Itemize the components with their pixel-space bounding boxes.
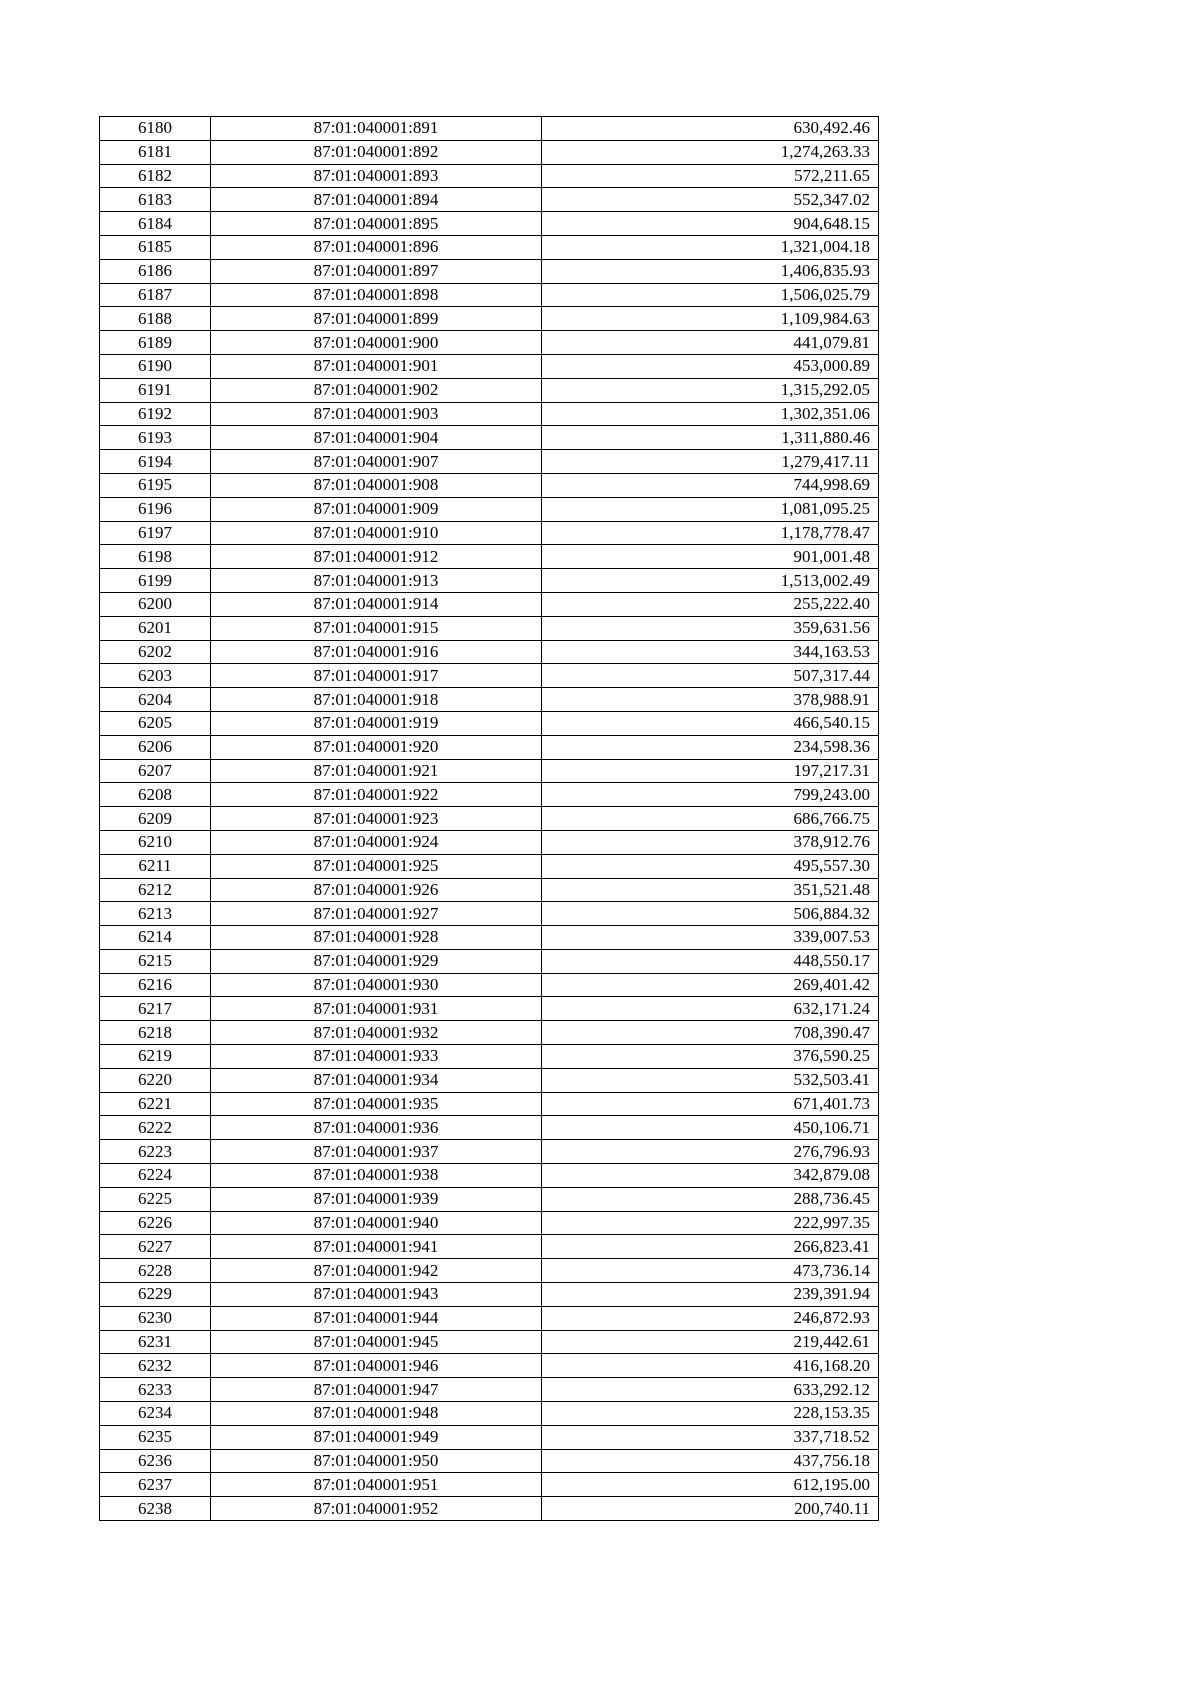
row-number-cell: 6206 xyxy=(100,735,211,759)
row-number-cell: 6237 xyxy=(100,1473,211,1497)
table-row xyxy=(100,592,879,616)
row-number-cell: 6193 xyxy=(100,426,211,450)
value-cell: 219,442.61 xyxy=(542,1330,879,1354)
value-cell: 632,171.24 xyxy=(542,997,879,1021)
cadastral-number-cell: 87:01:040001:921 xyxy=(211,759,542,783)
value-cell: 269,401.42 xyxy=(542,973,879,997)
row-number-cell: 6196 xyxy=(100,497,211,521)
row-number-cell: 6189 xyxy=(100,331,211,355)
table-row xyxy=(100,212,879,236)
value-cell: 1,315,292.05 xyxy=(542,378,879,402)
table-row xyxy=(100,1187,879,1211)
value-cell: 495,557.30 xyxy=(542,854,879,878)
table-row xyxy=(100,188,879,212)
row-number-cell: 6181 xyxy=(100,140,211,164)
value-cell: 441,079.81 xyxy=(542,331,879,355)
cadastral-number-cell: 87:01:040001:894 xyxy=(211,188,542,212)
table-row xyxy=(100,1235,879,1259)
row-number-cell: 6215 xyxy=(100,949,211,973)
table-row xyxy=(100,997,879,1021)
cadastral-number-cell: 87:01:040001:949 xyxy=(211,1425,542,1449)
cadastral-number-cell: 87:01:040001:914 xyxy=(211,592,542,616)
value-cell: 671,401.73 xyxy=(542,1092,879,1116)
value-cell: 450,106.71 xyxy=(542,1116,879,1140)
row-number-cell: 6226 xyxy=(100,1211,211,1235)
cadastral-number-cell: 87:01:040001:943 xyxy=(211,1283,542,1307)
table-row xyxy=(100,1283,879,1307)
table-row xyxy=(100,807,879,831)
row-number-cell: 6212 xyxy=(100,878,211,902)
table-row xyxy=(100,1164,879,1188)
row-number-cell: 6200 xyxy=(100,592,211,616)
row-number-cell: 6234 xyxy=(100,1402,211,1426)
table-row xyxy=(100,759,879,783)
value-cell: 239,391.94 xyxy=(542,1283,879,1307)
row-number-cell: 6208 xyxy=(100,783,211,807)
table-row xyxy=(100,1473,879,1497)
table-row xyxy=(100,307,879,331)
value-cell: 630,492.46 xyxy=(542,117,879,141)
row-number-cell: 6184 xyxy=(100,212,211,236)
cadastral-number-cell: 87:01:040001:902 xyxy=(211,378,542,402)
cadastral-number-cell: 87:01:040001:939 xyxy=(211,1187,542,1211)
cadastral-number-cell: 87:01:040001:947 xyxy=(211,1378,542,1402)
row-number-cell: 6209 xyxy=(100,807,211,831)
value-cell: 453,000.89 xyxy=(542,354,879,378)
row-number-cell: 6207 xyxy=(100,759,211,783)
cadastral-number-cell: 87:01:040001:946 xyxy=(211,1354,542,1378)
table-row xyxy=(100,117,879,141)
cadastral-number-cell: 87:01:040001:913 xyxy=(211,569,542,593)
cadastral-number-cell: 87:01:040001:951 xyxy=(211,1473,542,1497)
value-cell: 266,823.41 xyxy=(542,1235,879,1259)
cadastral-number-cell: 87:01:040001:938 xyxy=(211,1164,542,1188)
value-cell: 708,390.47 xyxy=(542,1021,879,1045)
cadastral-number-cell: 87:01:040001:926 xyxy=(211,878,542,902)
table-row xyxy=(100,402,879,426)
cadastral-number-cell: 87:01:040001:898 xyxy=(211,283,542,307)
value-cell: 1,321,004.18 xyxy=(542,235,879,259)
table-row xyxy=(100,1116,879,1140)
value-cell: 378,912.76 xyxy=(542,830,879,854)
cadastral-number-cell: 87:01:040001:895 xyxy=(211,212,542,236)
row-number-cell: 6202 xyxy=(100,640,211,664)
row-number-cell: 6182 xyxy=(100,164,211,188)
table-row xyxy=(100,164,879,188)
value-cell: 376,590.25 xyxy=(542,1045,879,1069)
value-cell: 473,736.14 xyxy=(542,1259,879,1283)
value-cell: 228,153.35 xyxy=(542,1402,879,1426)
row-number-cell: 6210 xyxy=(100,830,211,854)
table-row xyxy=(100,331,879,355)
table-row xyxy=(100,1449,879,1473)
cadastral-number-cell: 87:01:040001:899 xyxy=(211,307,542,331)
cadastral-number-cell: 87:01:040001:945 xyxy=(211,1330,542,1354)
row-number-cell: 6194 xyxy=(100,450,211,474)
row-number-cell: 6238 xyxy=(100,1497,211,1521)
row-number-cell: 6220 xyxy=(100,1068,211,1092)
table-row xyxy=(100,1211,879,1235)
table-row xyxy=(100,854,879,878)
cadastral-number-cell: 87:01:040001:893 xyxy=(211,164,542,188)
row-number-cell: 6195 xyxy=(100,473,211,497)
table-row xyxy=(100,1425,879,1449)
cadastral-number-cell: 87:01:040001:912 xyxy=(211,545,542,569)
table-row xyxy=(100,1021,879,1045)
table-row xyxy=(100,521,879,545)
value-cell: 1,109,984.63 xyxy=(542,307,879,331)
value-cell: 1,178,778.47 xyxy=(542,521,879,545)
value-cell: 339,007.53 xyxy=(542,926,879,950)
value-cell: 1,513,002.49 xyxy=(542,569,879,593)
value-cell: 337,718.52 xyxy=(542,1425,879,1449)
value-cell: 246,872.93 xyxy=(542,1306,879,1330)
cadastral-number-cell: 87:01:040001:918 xyxy=(211,688,542,712)
row-number-cell: 6187 xyxy=(100,283,211,307)
row-number-cell: 6225 xyxy=(100,1187,211,1211)
row-number-cell: 6201 xyxy=(100,616,211,640)
row-number-cell: 6229 xyxy=(100,1283,211,1307)
table-row xyxy=(100,545,879,569)
cadastral-number-cell: 87:01:040001:922 xyxy=(211,783,542,807)
value-cell: 351,521.48 xyxy=(542,878,879,902)
row-number-cell: 6230 xyxy=(100,1306,211,1330)
value-cell: 359,631.56 xyxy=(542,616,879,640)
value-cell: 344,163.53 xyxy=(542,640,879,664)
value-cell: 437,756.18 xyxy=(542,1449,879,1473)
value-cell: 506,884.32 xyxy=(542,902,879,926)
table-row xyxy=(100,926,879,950)
cadastral-number-cell: 87:01:040001:944 xyxy=(211,1306,542,1330)
row-number-cell: 6223 xyxy=(100,1140,211,1164)
cadastral-number-cell: 87:01:040001:934 xyxy=(211,1068,542,1092)
cadastral-number-cell: 87:01:040001:925 xyxy=(211,854,542,878)
table-row xyxy=(100,1306,879,1330)
value-cell: 901,001.48 xyxy=(542,545,879,569)
table-row xyxy=(100,426,879,450)
cadastral-number-cell: 87:01:040001:931 xyxy=(211,997,542,1021)
row-number-cell: 6213 xyxy=(100,902,211,926)
row-number-cell: 6197 xyxy=(100,521,211,545)
row-number-cell: 6188 xyxy=(100,307,211,331)
value-cell: 1,406,835.93 xyxy=(542,259,879,283)
row-number-cell: 6224 xyxy=(100,1164,211,1188)
cadastral-number-cell: 87:01:040001:932 xyxy=(211,1021,542,1045)
table-row xyxy=(100,1497,879,1521)
row-number-cell: 6204 xyxy=(100,688,211,712)
table-row xyxy=(100,1045,879,1069)
table-row xyxy=(100,640,879,664)
cadastral-number-cell: 87:01:040001:909 xyxy=(211,497,542,521)
table-row xyxy=(100,1259,879,1283)
value-cell: 686,766.75 xyxy=(542,807,879,831)
cadastral-number-cell: 87:01:040001:923 xyxy=(211,807,542,831)
value-cell: 197,217.31 xyxy=(542,759,879,783)
cadastral-number-cell: 87:01:040001:924 xyxy=(211,830,542,854)
cadastral-number-cell: 87:01:040001:928 xyxy=(211,926,542,950)
table-row xyxy=(100,711,879,735)
table-row xyxy=(100,878,879,902)
cadastral-number-cell: 87:01:040001:916 xyxy=(211,640,542,664)
value-cell: 234,598.36 xyxy=(542,735,879,759)
value-cell: 1,302,351.06 xyxy=(542,402,879,426)
table-body xyxy=(100,117,879,1521)
table-row xyxy=(100,140,879,164)
value-cell: 1,279,417.11 xyxy=(542,450,879,474)
row-number-cell: 6235 xyxy=(100,1425,211,1449)
row-number-cell: 6233 xyxy=(100,1378,211,1402)
row-number-cell: 6203 xyxy=(100,664,211,688)
cadastral-number-cell: 87:01:040001:919 xyxy=(211,711,542,735)
cadastral-number-cell: 87:01:040001:908 xyxy=(211,473,542,497)
row-number-cell: 6183 xyxy=(100,188,211,212)
value-cell: 1,274,263.33 xyxy=(542,140,879,164)
cadastral-number-cell: 87:01:040001:948 xyxy=(211,1402,542,1426)
cadastral-number-cell: 87:01:040001:935 xyxy=(211,1092,542,1116)
row-number-cell: 6227 xyxy=(100,1235,211,1259)
cadastral-number-cell: 87:01:040001:936 xyxy=(211,1116,542,1140)
table-row xyxy=(100,688,879,712)
cadastral-value-table xyxy=(99,116,879,1521)
table-row xyxy=(100,354,879,378)
value-cell: 572,211.65 xyxy=(542,164,879,188)
value-cell: 612,195.00 xyxy=(542,1473,879,1497)
cadastral-number-cell: 87:01:040001:927 xyxy=(211,902,542,926)
row-number-cell: 6186 xyxy=(100,259,211,283)
table-row xyxy=(100,735,879,759)
cadastral-number-cell: 87:01:040001:892 xyxy=(211,140,542,164)
cadastral-number-cell: 87:01:040001:950 xyxy=(211,1449,542,1473)
value-cell: 222,997.35 xyxy=(542,1211,879,1235)
row-number-cell: 6185 xyxy=(100,235,211,259)
cadastral-number-cell: 87:01:040001:901 xyxy=(211,354,542,378)
cadastral-number-cell: 87:01:040001:929 xyxy=(211,949,542,973)
table-row xyxy=(100,259,879,283)
cadastral-number-cell: 87:01:040001:920 xyxy=(211,735,542,759)
value-cell: 342,879.08 xyxy=(542,1164,879,1188)
row-number-cell: 6218 xyxy=(100,1021,211,1045)
table-row xyxy=(100,1068,879,1092)
value-cell: 1,506,025.79 xyxy=(542,283,879,307)
cadastral-number-cell: 87:01:040001:952 xyxy=(211,1497,542,1521)
table-row xyxy=(100,1140,879,1164)
cadastral-number-cell: 87:01:040001:903 xyxy=(211,402,542,426)
row-number-cell: 6217 xyxy=(100,997,211,1021)
value-cell: 288,736.45 xyxy=(542,1187,879,1211)
table-row xyxy=(100,783,879,807)
value-cell: 1,311,880.46 xyxy=(542,426,879,450)
table-row xyxy=(100,1402,879,1426)
table-row xyxy=(100,973,879,997)
row-number-cell: 6216 xyxy=(100,973,211,997)
value-cell: 633,292.12 xyxy=(542,1378,879,1402)
table-row xyxy=(100,473,879,497)
value-cell: 1,081,095.25 xyxy=(542,497,879,521)
value-cell: 507,317.44 xyxy=(542,664,879,688)
value-cell: 448,550.17 xyxy=(542,949,879,973)
cadastral-number-cell: 87:01:040001:941 xyxy=(211,1235,542,1259)
value-cell: 744,998.69 xyxy=(542,473,879,497)
cadastral-number-cell: 87:01:040001:897 xyxy=(211,259,542,283)
row-number-cell: 6198 xyxy=(100,545,211,569)
cadastral-number-cell: 87:01:040001:907 xyxy=(211,450,542,474)
table-row xyxy=(100,1330,879,1354)
value-cell: 904,648.15 xyxy=(542,212,879,236)
value-cell: 378,988.91 xyxy=(542,688,879,712)
cadastral-number-cell: 87:01:040001:937 xyxy=(211,1140,542,1164)
table-row xyxy=(100,664,879,688)
cadastral-number-cell: 87:01:040001:915 xyxy=(211,616,542,640)
cadastral-number-cell: 87:01:040001:940 xyxy=(211,1211,542,1235)
row-number-cell: 6222 xyxy=(100,1116,211,1140)
cadastral-number-cell: 87:01:040001:917 xyxy=(211,664,542,688)
table-row xyxy=(100,450,879,474)
row-number-cell: 6211 xyxy=(100,854,211,878)
value-cell: 276,796.93 xyxy=(542,1140,879,1164)
table-row xyxy=(100,569,879,593)
table-row xyxy=(100,1092,879,1116)
row-number-cell: 6219 xyxy=(100,1045,211,1069)
row-number-cell: 6214 xyxy=(100,926,211,950)
row-number-cell: 6191 xyxy=(100,378,211,402)
value-cell: 466,540.15 xyxy=(542,711,879,735)
cadastral-number-cell: 87:01:040001:930 xyxy=(211,973,542,997)
cadastral-number-cell: 87:01:040001:891 xyxy=(211,117,542,141)
row-number-cell: 6228 xyxy=(100,1259,211,1283)
table-row xyxy=(100,378,879,402)
value-cell: 532,503.41 xyxy=(542,1068,879,1092)
row-number-cell: 6231 xyxy=(100,1330,211,1354)
table-row xyxy=(100,497,879,521)
row-number-cell: 6221 xyxy=(100,1092,211,1116)
table-row xyxy=(100,1354,879,1378)
table-row xyxy=(100,235,879,259)
cadastral-number-cell: 87:01:040001:900 xyxy=(211,331,542,355)
row-number-cell: 6180 xyxy=(100,117,211,141)
row-number-cell: 6192 xyxy=(100,402,211,426)
table-row xyxy=(100,949,879,973)
value-cell: 255,222.40 xyxy=(542,592,879,616)
cadastral-number-cell: 87:01:040001:904 xyxy=(211,426,542,450)
cadastral-number-cell: 87:01:040001:942 xyxy=(211,1259,542,1283)
row-number-cell: 6232 xyxy=(100,1354,211,1378)
row-number-cell: 6205 xyxy=(100,711,211,735)
value-cell: 799,243.00 xyxy=(542,783,879,807)
table-row xyxy=(100,616,879,640)
table-row xyxy=(100,283,879,307)
value-cell: 200,740.11 xyxy=(542,1497,879,1521)
table-row xyxy=(100,1378,879,1402)
cadastral-number-cell: 87:01:040001:910 xyxy=(211,521,542,545)
row-number-cell: 6190 xyxy=(100,354,211,378)
cadastral-number-cell: 87:01:040001:933 xyxy=(211,1045,542,1069)
cadastral-number-cell: 87:01:040001:896 xyxy=(211,235,542,259)
table-row xyxy=(100,902,879,926)
row-number-cell: 6199 xyxy=(100,569,211,593)
row-number-cell: 6236 xyxy=(100,1449,211,1473)
table-row xyxy=(100,830,879,854)
value-cell: 552,347.02 xyxy=(542,188,879,212)
value-cell: 416,168.20 xyxy=(542,1354,879,1378)
